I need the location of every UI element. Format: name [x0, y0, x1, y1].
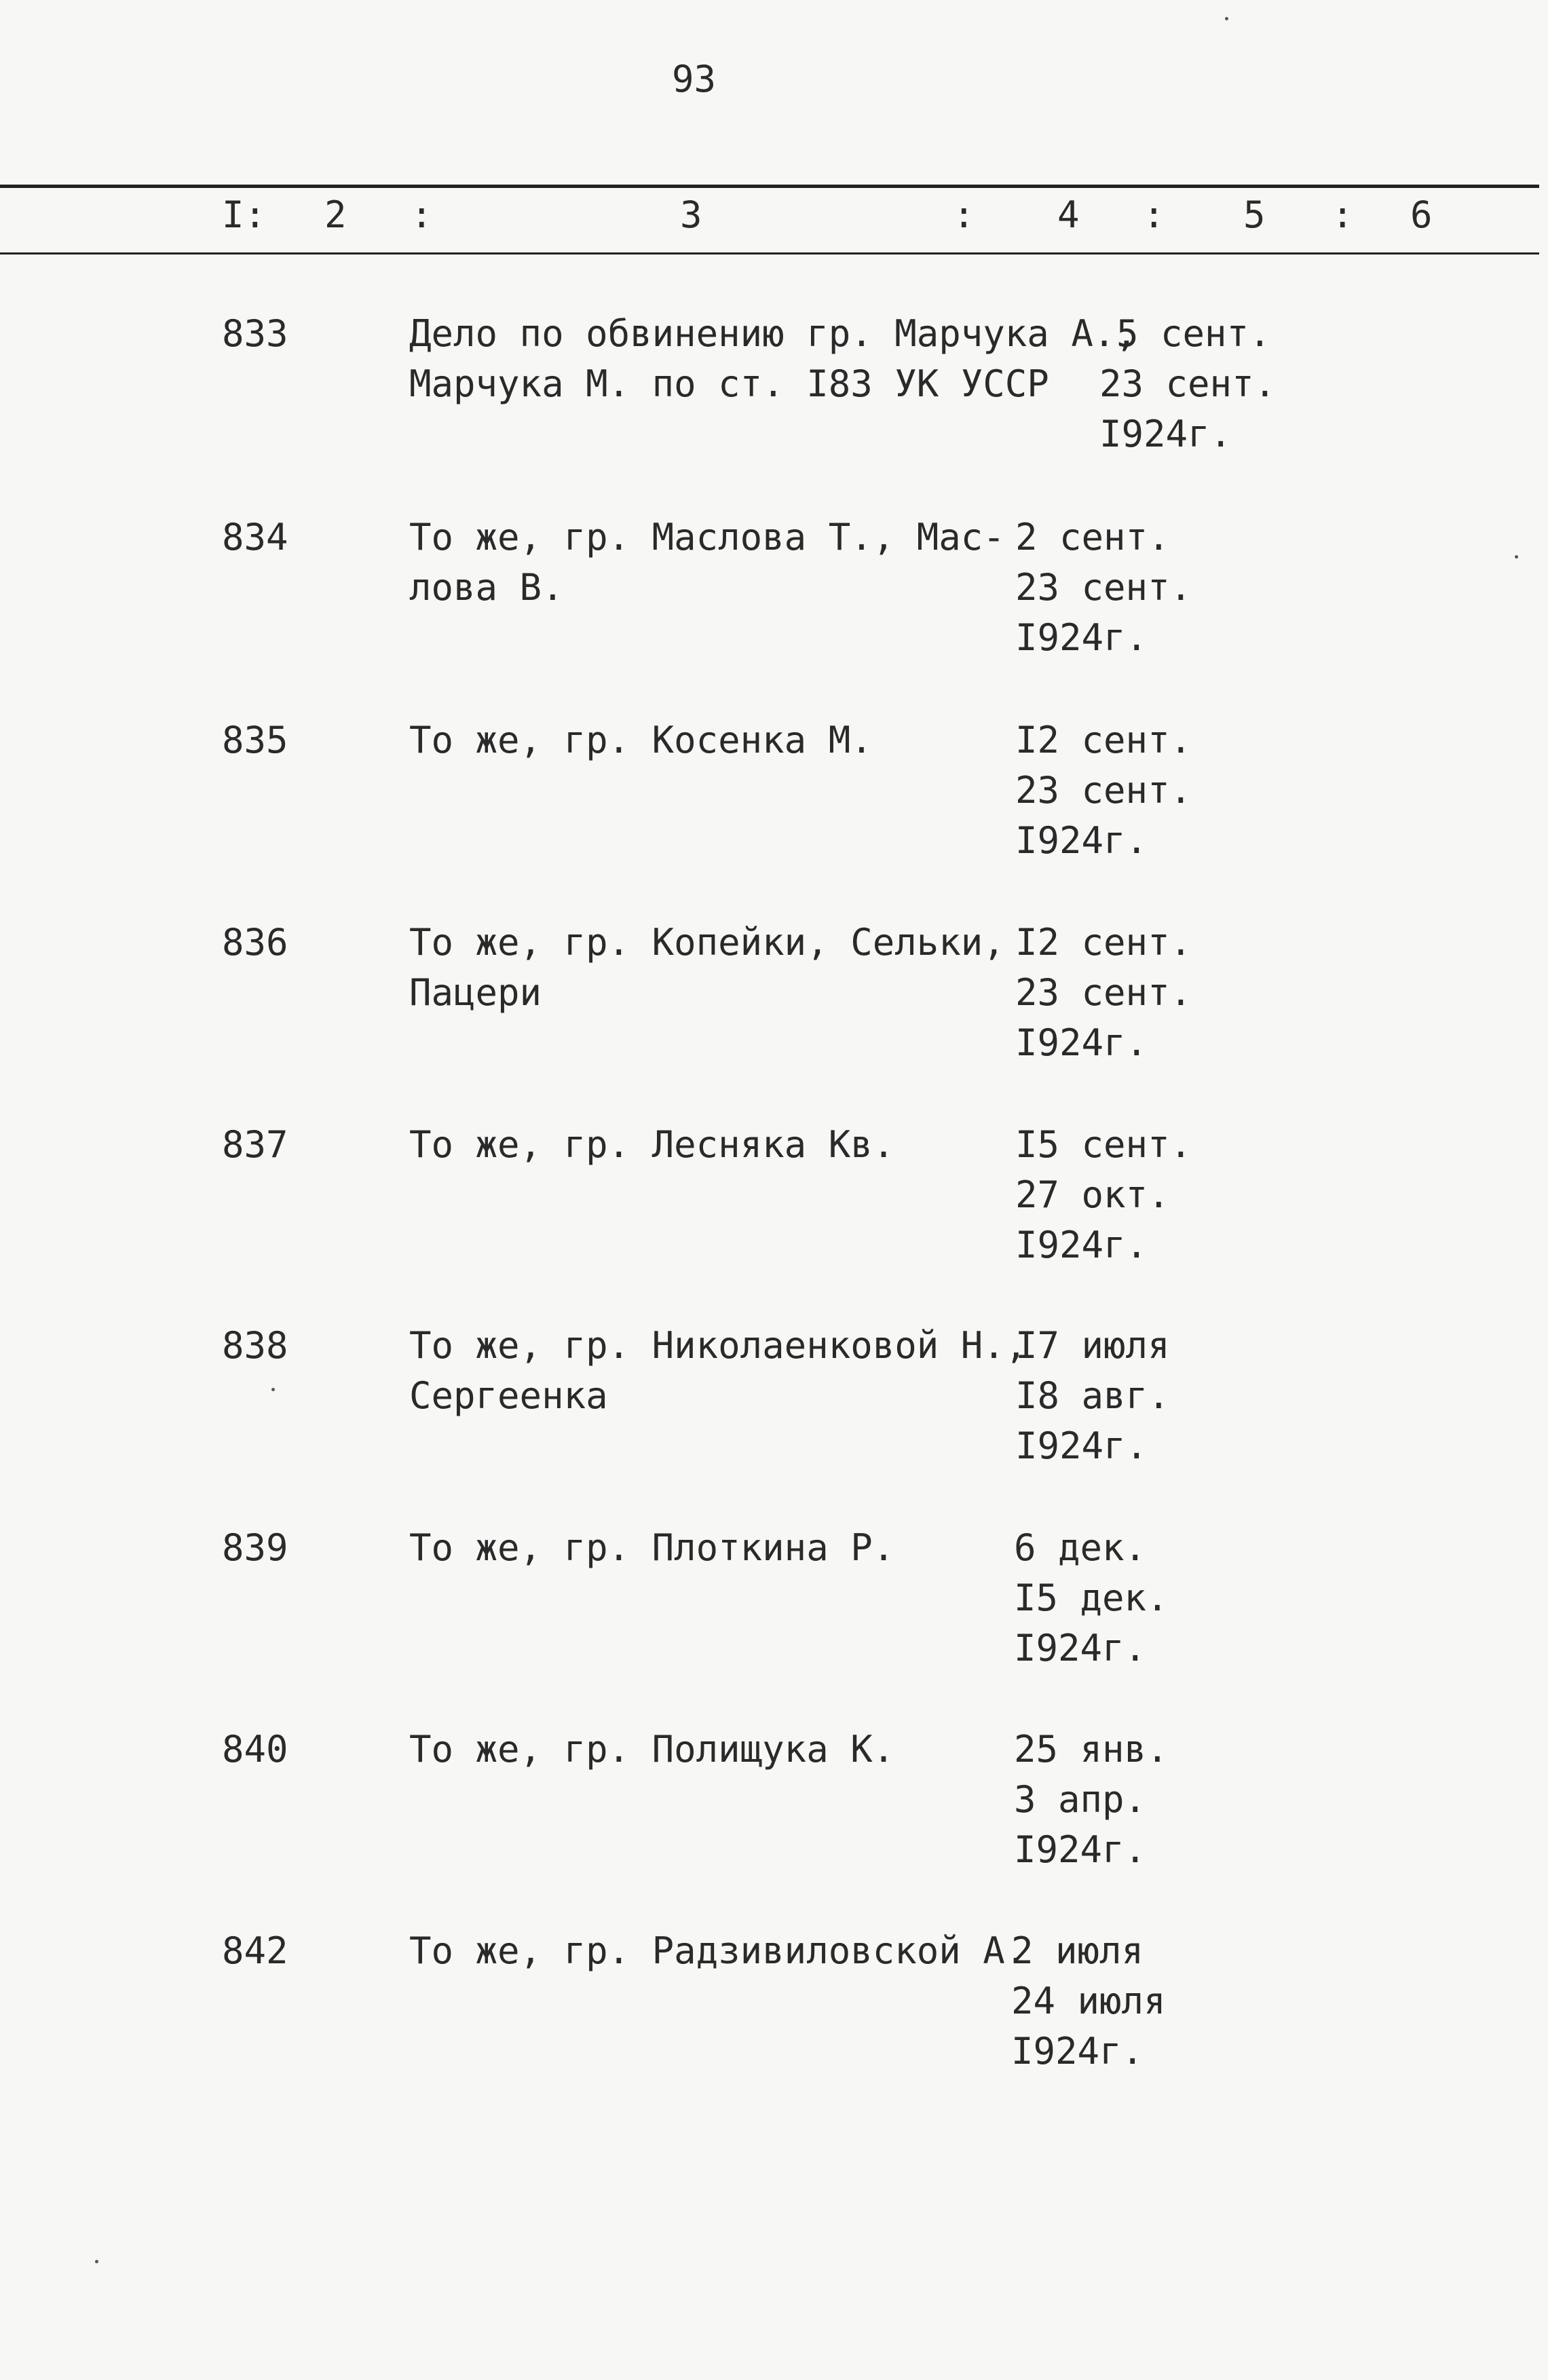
- description-line: То же, гр. Радзивиловской А.: [409, 1929, 1027, 1972]
- header-col-6: 6: [1410, 193, 1433, 236]
- description-line: То же, гр. Лесняка Кв.: [409, 1123, 895, 1166]
- record-description: [409, 715, 873, 766]
- date-year: I924г.: [1011, 2030, 1144, 2073]
- description-line: лова В.: [409, 566, 564, 609]
- record-dates: [1014, 1523, 1169, 1674]
- date-start: I5 сент.: [1015, 1123, 1192, 1166]
- record-description: [409, 918, 1005, 1018]
- record-dates: [1011, 1926, 1166, 2077]
- date-start: 2 июля: [1011, 1929, 1144, 1972]
- header-col-1: I:: [222, 193, 267, 236]
- date-start: I7 июля: [1015, 1324, 1170, 1367]
- record-dates-end: [1099, 359, 1276, 459]
- record-description: [409, 1321, 1027, 1421]
- header-separator: :: [411, 193, 433, 236]
- page-number: 93: [672, 58, 717, 100]
- header-rule-top: [0, 185, 1539, 188]
- record-number: 838: [222, 1324, 288, 1367]
- description-line: То же, гр. Копейки, Сельки,: [409, 921, 1005, 964]
- record-description: [409, 1120, 894, 1170]
- description-line: То же, гр. Косенка М.: [409, 719, 873, 761]
- date-year: I924г.: [1014, 1828, 1147, 1871]
- date-end: 3 апр.: [1014, 1778, 1147, 1821]
- date-start: 25 янв.: [1014, 1728, 1169, 1771]
- date-year: I924г.: [1015, 819, 1148, 862]
- record-dates: [1015, 1120, 1192, 1270]
- date-year: I924г.: [1015, 616, 1148, 659]
- record-number: 836: [222, 921, 288, 964]
- date-year: I924г.: [1015, 1424, 1148, 1467]
- header-col-3: 3: [680, 193, 702, 236]
- record-number: 842: [222, 1929, 288, 1972]
- date-end: 27 окт.: [1015, 1173, 1170, 1216]
- description-line: Пацери: [409, 971, 542, 1014]
- header-separator: :: [1332, 193, 1354, 236]
- record-number: 837: [222, 1123, 288, 1166]
- header-col-4: 4: [1057, 193, 1080, 236]
- scan-speck: [1225, 17, 1228, 20]
- record-date-start: [1116, 309, 1271, 359]
- date-start: 6 дек.: [1014, 1526, 1147, 1569]
- header-rule-bottom: [0, 252, 1539, 254]
- record-number: 834: [222, 516, 288, 559]
- header-separator: :: [1143, 193, 1165, 236]
- record-description: [409, 512, 1005, 613]
- date-year: I924г.: [1015, 1021, 1148, 1064]
- header-col-5: 5: [1243, 193, 1266, 236]
- record-dates: [1015, 512, 1192, 663]
- description-line: То же, гр. Маслова Т., Мас-: [409, 516, 1005, 559]
- description-line: То же, гр. Полищука К.: [409, 1728, 895, 1771]
- description-line: То же, гр. Плоткина Р.: [409, 1526, 895, 1569]
- record-description: [409, 309, 1137, 409]
- scan-speck: [271, 1388, 275, 1391]
- record-number: 839: [222, 1526, 288, 1569]
- date-year: I924г.: [1014, 1627, 1147, 1669]
- date-year: I924г.: [1099, 413, 1232, 455]
- date-start: I2 сент.: [1015, 921, 1192, 964]
- date-end: 23 сент.: [1015, 769, 1192, 812]
- date-start: 5 сент.: [1116, 312, 1271, 355]
- scan-speck: [1515, 555, 1518, 559]
- record-description: [409, 1724, 894, 1775]
- date-end: 23 сент.: [1099, 362, 1277, 405]
- description-line: То же, гр. Николаенковой Н.,: [409, 1324, 1027, 1367]
- record-number: 840: [222, 1728, 288, 1771]
- record-number: 835: [222, 719, 288, 761]
- header-separator: :: [953, 193, 975, 236]
- date-end: 23 сент.: [1015, 971, 1192, 1014]
- date-end: 24 июля: [1011, 1980, 1166, 2022]
- date-end: I5 дек.: [1014, 1576, 1169, 1619]
- record-dates: [1015, 918, 1192, 1068]
- record-description: [409, 1523, 894, 1573]
- date-end: 23 сент.: [1015, 566, 1192, 609]
- date-end: I8 авг.: [1015, 1374, 1170, 1417]
- record-dates: [1015, 715, 1192, 866]
- description-line: Дело по обвинению гр. Марчука А.,: [409, 312, 1137, 355]
- description-line: Марчука М. по ст. I83 УК УССР: [409, 362, 1049, 405]
- date-start: I2 сент.: [1015, 719, 1192, 761]
- description-line: Сергеенка: [409, 1374, 608, 1417]
- header-col-2: 2: [324, 193, 347, 236]
- record-number: 833: [222, 312, 288, 355]
- date-start: 2 сент.: [1015, 516, 1170, 559]
- record-dates: [1014, 1724, 1169, 1875]
- record-description: [409, 1926, 1027, 1976]
- record-dates: [1015, 1321, 1170, 1471]
- scan-speck: [95, 2260, 98, 2263]
- date-year: I924г.: [1015, 1224, 1148, 1266]
